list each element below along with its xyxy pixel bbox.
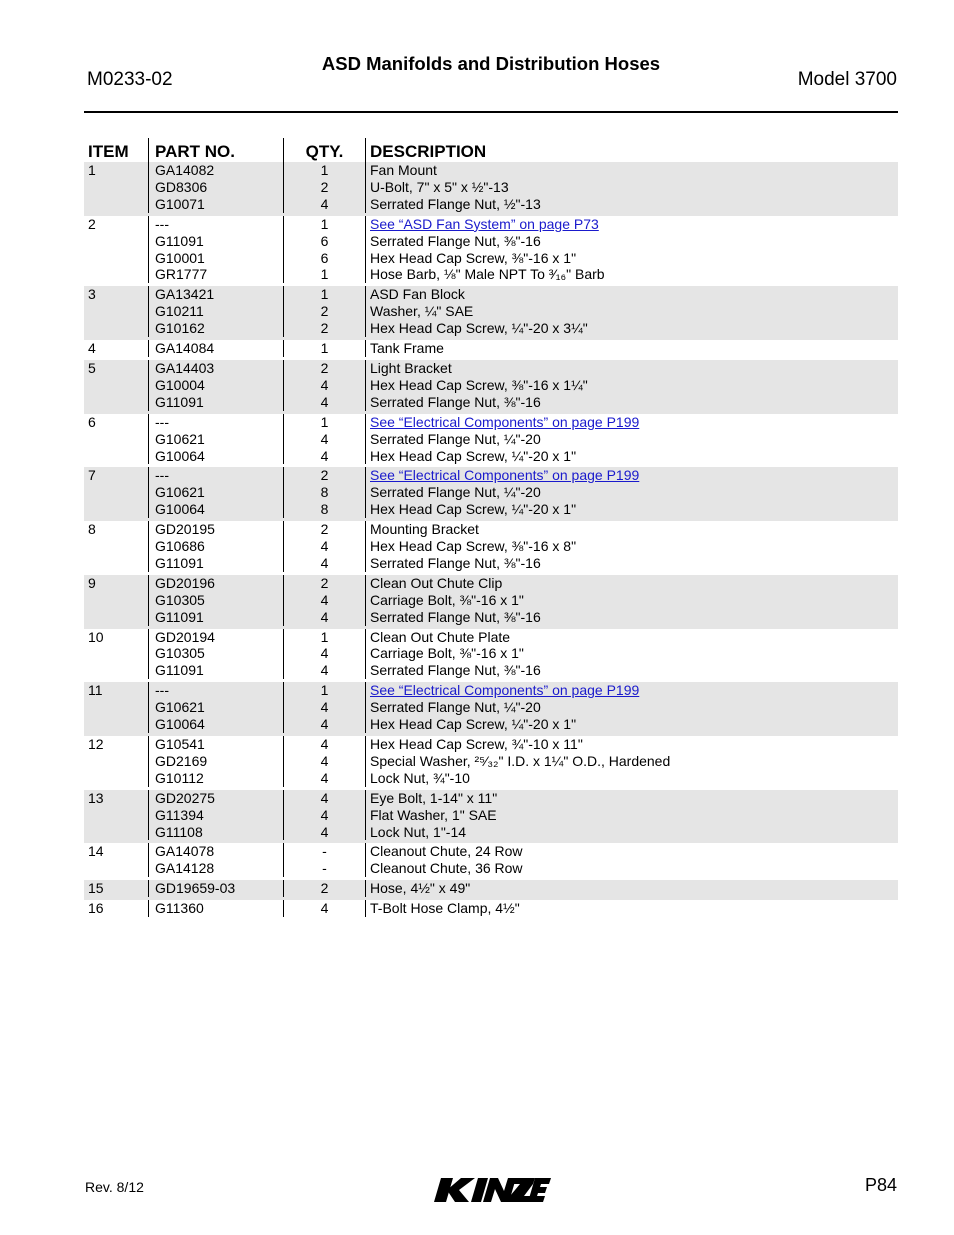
- quantity: 2: [320, 178, 329, 195]
- description: Hose, 4½" x 49": [370, 880, 471, 897]
- part-number: GA14082: [155, 162, 215, 178]
- column-header-part-no: PART NO.: [148, 138, 283, 162]
- part-number-cell: [148, 414, 283, 465]
- part-number-cell: [148, 900, 283, 917]
- part-number: GD20196: [155, 574, 215, 591]
- quantity: 4: [320, 376, 329, 393]
- quantity: 2: [320, 880, 329, 897]
- quantity-cell: [283, 790, 365, 841]
- description: Fan Mount: [370, 162, 437, 178]
- quantity: -: [322, 860, 327, 877]
- description: Serrated Flange Nut, ⅜"-16: [370, 393, 541, 410]
- quantity: 2: [320, 467, 329, 484]
- description: Lock Nut, 1"-14: [370, 823, 467, 840]
- part-number: G11091: [155, 232, 204, 249]
- description-cell: [365, 521, 898, 572]
- description-cell: [365, 162, 898, 213]
- quantity: 8: [320, 484, 329, 501]
- doc-number: M0233-02: [87, 69, 173, 90]
- quantity: 4: [320, 554, 329, 571]
- quantity: 4: [320, 699, 329, 716]
- quantity-cell: [283, 843, 365, 877]
- column-header-qty: QTY.: [283, 138, 365, 162]
- description: Light Bracket: [370, 359, 452, 376]
- part-number: GR1777: [155, 266, 208, 283]
- part-number-cell: [148, 286, 283, 337]
- part-number: G10305: [155, 591, 205, 608]
- description: Cleanout Chute, 36 Row: [370, 860, 523, 877]
- item-number: 12: [88, 736, 104, 752]
- part-number: G11108: [155, 823, 203, 840]
- item-number: 9: [88, 574, 96, 591]
- quantity: 1: [320, 286, 329, 303]
- description: Eye Bolt, 1-14" x 11": [370, 789, 498, 806]
- item-number: 4: [88, 340, 96, 357]
- quantity: 4: [320, 900, 329, 917]
- quantity: 4: [320, 538, 329, 555]
- description: Hex Head Cap Screw, ¾"-10 x 11": [370, 736, 583, 752]
- description-cell: [365, 629, 898, 680]
- item-number: 7: [88, 467, 96, 484]
- quantity: 6: [320, 232, 329, 249]
- part-number: G11360: [155, 900, 204, 917]
- table-row-group: [84, 790, 898, 844]
- quantity: -: [322, 843, 327, 860]
- description: Serrated Flange Nut, ¼"-20: [370, 699, 541, 716]
- part-number: GD19659-03: [155, 880, 236, 897]
- description-cell: [365, 790, 898, 841]
- description: Tank Frame: [370, 340, 444, 357]
- item-number: 11: [88, 682, 103, 699]
- table-row-group: [84, 216, 898, 287]
- part-number-cell: [148, 521, 283, 572]
- part-number: ---: [155, 467, 169, 484]
- part-number-cell: [148, 340, 283, 357]
- part-number: G10621: [155, 484, 205, 501]
- table-row-group: [84, 521, 898, 575]
- quantity: 1: [320, 215, 329, 232]
- description: Cleanout Chute, 24 Row: [370, 843, 523, 860]
- description: Hex Head Cap Screw, ⅜"-16 x 8": [370, 538, 577, 555]
- quantity-cell: [283, 340, 365, 357]
- quantity: 4: [320, 645, 329, 662]
- description-cell: [365, 360, 898, 411]
- part-number: G10071: [155, 195, 205, 212]
- item-number: 14: [88, 843, 104, 860]
- column-header-description: DESCRIPTION: [365, 138, 898, 162]
- part-number: G10064: [155, 447, 205, 464]
- part-number: G10211: [155, 303, 204, 320]
- quantity: 4: [320, 608, 329, 625]
- description: Clean Out Chute Plate: [370, 628, 511, 645]
- part-number: G10001: [155, 249, 205, 266]
- table-body: [84, 162, 898, 920]
- part-number: GA14128: [155, 860, 215, 877]
- item-number: 16: [88, 900, 104, 917]
- part-number: G10541: [155, 736, 205, 752]
- part-number: G10621: [155, 699, 205, 716]
- table-row-group: [84, 736, 898, 790]
- part-number-cell: [148, 575, 283, 626]
- item-number: 15: [88, 880, 104, 897]
- table-row-group: [84, 360, 898, 414]
- description: Clean Out Chute Clip: [370, 574, 503, 591]
- quantity: 2: [320, 303, 329, 320]
- item-number: 10: [88, 628, 104, 645]
- part-number: GA14078: [155, 843, 215, 860]
- part-number: G10064: [155, 501, 205, 518]
- part-number-cell: [148, 629, 283, 680]
- part-number-cell: [148, 162, 283, 213]
- quantity: 2: [320, 320, 329, 337]
- quantity: 4: [320, 447, 329, 464]
- part-number: G10305: [155, 645, 205, 662]
- part-number: GA14084: [155, 340, 215, 357]
- quantity: 4: [320, 430, 329, 447]
- description: T-Bolt Hose Clamp, 4½": [370, 900, 520, 917]
- description-cell: [365, 340, 898, 357]
- part-number: GD20275: [155, 789, 215, 806]
- cross-reference-link[interactable]: See “Electrical Components” on page P199: [370, 467, 640, 484]
- part-number: G11091: [155, 393, 204, 410]
- quantity: 4: [320, 823, 329, 840]
- table-row-group: [84, 843, 898, 880]
- item-number: 3: [88, 286, 96, 303]
- item-number: 1: [88, 162, 96, 178]
- description-cell: [365, 575, 898, 626]
- table-row-group: [84, 286, 898, 340]
- quantity-cell: [283, 216, 365, 284]
- quantity: 1: [320, 413, 329, 430]
- description-line: [370, 216, 898, 233]
- table-row-group: [84, 340, 898, 360]
- cross-reference-link[interactable]: See “Electrical Components” on page P199: [370, 682, 640, 699]
- description-cell: [365, 286, 898, 337]
- part-number: G10621: [155, 430, 205, 447]
- description: Serrated Flange Nut, ⅜"-16: [370, 232, 541, 249]
- item-number: 2: [88, 215, 96, 232]
- description-cell: [365, 880, 898, 897]
- table-row-group: [84, 467, 898, 521]
- quantity: 4: [320, 195, 329, 212]
- quantity: 1: [320, 628, 329, 645]
- description: Special Washer, ²⁵⁄₃₂" I.D. x 1¼" O.D., Hardened: [370, 752, 671, 769]
- quantity: 2: [320, 521, 329, 538]
- quantity-cell: [283, 880, 365, 897]
- description: Hex Head Cap Screw, ¼"-20 x 1": [370, 447, 577, 464]
- quantity: 4: [320, 769, 329, 786]
- part-number: G11091: [155, 608, 204, 625]
- description: Washer, ¼" SAE: [370, 303, 474, 320]
- description: Serrated Flange Nut, ⅜"-16: [370, 554, 541, 571]
- part-number: G10064: [155, 716, 205, 733]
- part-number-cell: [148, 682, 283, 733]
- part-number: G10112: [155, 769, 204, 786]
- parts-table: [84, 138, 898, 920]
- quantity-cell: [283, 286, 365, 337]
- part-number-cell: [148, 216, 283, 284]
- description: Hex Head Cap Screw, ¼"-20 x 1": [370, 716, 577, 733]
- part-number: ---: [155, 682, 169, 699]
- description: U-Bolt, 7" x 5" x ½"-13: [370, 178, 509, 195]
- description-cell: [365, 900, 898, 917]
- header-divider: [84, 111, 898, 113]
- column-header-item: ITEM: [88, 142, 129, 161]
- part-number: GA13421: [155, 286, 215, 303]
- quantity: 1: [320, 682, 329, 699]
- table-row-group: [84, 575, 898, 629]
- quantity-cell: [283, 360, 365, 411]
- page-title: ASD Manifolds and Distribution Hoses: [321, 53, 661, 74]
- table-row-group: [84, 900, 898, 920]
- part-number-cell: [148, 360, 283, 411]
- item-number: 5: [88, 359, 96, 376]
- revision-label: Rev. 8/12: [85, 1179, 144, 1195]
- quantity: 4: [320, 591, 329, 608]
- description: Hex Head Cap Screw, ⅜"-16 x 1¼": [370, 376, 588, 393]
- cross-reference-link[interactable]: See “Electrical Components” on page P199: [370, 413, 640, 430]
- quantity: 6: [320, 249, 329, 266]
- description-line: [370, 682, 898, 699]
- item-number: 6: [88, 413, 96, 430]
- quantity: 8: [320, 501, 329, 518]
- table-row-group: [84, 629, 898, 683]
- quantity: 4: [320, 736, 329, 752]
- description-line: [370, 414, 898, 431]
- description: Flat Washer, 1" SAE: [370, 806, 497, 823]
- description-cell: [365, 216, 898, 284]
- part-number: GA14403: [155, 359, 215, 376]
- quantity-cell: [283, 575, 365, 626]
- quantity: 4: [320, 806, 329, 823]
- table-row-group: [84, 682, 898, 736]
- description: Mounting Bracket: [370, 521, 479, 538]
- part-number: GD20195: [155, 521, 215, 538]
- part-number: ---: [155, 215, 169, 232]
- table-row-group: [84, 162, 898, 216]
- table-header: [84, 138, 898, 162]
- description: Hex Head Cap Screw, ⅜"-16 x 1": [370, 249, 577, 266]
- quantity: 1: [320, 266, 329, 283]
- part-number-cell: [148, 736, 283, 787]
- model-label: Model 3700: [797, 69, 897, 90]
- description-line: [370, 467, 898, 484]
- quantity: 4: [320, 752, 329, 769]
- description: Hex Head Cap Screw, ¼"-20 x 3¼": [370, 320, 588, 337]
- part-number: G11091: [155, 554, 204, 571]
- kinze-logo: [431, 1176, 551, 1204]
- quantity: 4: [320, 393, 329, 410]
- part-number: GD8306: [155, 178, 208, 195]
- part-number: GD20194: [155, 628, 215, 645]
- description-cell: [365, 414, 898, 465]
- item-number: 13: [88, 789, 104, 806]
- quantity: 2: [320, 574, 329, 591]
- part-number-cell: [148, 843, 283, 877]
- table-row-group: [84, 414, 898, 468]
- quantity-cell: [283, 682, 365, 733]
- quantity-cell: [283, 521, 365, 572]
- page-number: P84: [864, 1175, 897, 1195]
- part-number: GD2169: [155, 752, 208, 769]
- description: Hose Barb, ⅛" Male NPT To ³⁄₁₆" Barb: [370, 266, 605, 283]
- part-number-cell: [148, 467, 283, 518]
- table-row-group: [84, 880, 898, 900]
- description: Serrated Flange Nut, ½"-13: [370, 195, 541, 212]
- quantity-cell: [283, 629, 365, 680]
- description: Hex Head Cap Screw, ¼"-20 x 1": [370, 501, 577, 518]
- quantity: 4: [320, 716, 329, 733]
- description-cell: [365, 467, 898, 518]
- quantity-cell: [283, 467, 365, 518]
- quantity: 4: [320, 662, 329, 679]
- quantity-cell: [283, 162, 365, 213]
- quantity: 1: [320, 340, 329, 357]
- description: Serrated Flange Nut, ⅜"-16: [370, 608, 541, 625]
- quantity: 1: [320, 162, 329, 178]
- description: Serrated Flange Nut, ¼"-20: [370, 484, 541, 501]
- part-number: G11091: [155, 662, 204, 679]
- quantity-cell: [283, 900, 365, 917]
- quantity-cell: [283, 414, 365, 465]
- part-number-cell: [148, 880, 283, 897]
- part-number: G10686: [155, 538, 205, 555]
- part-number: G10162: [155, 320, 205, 337]
- part-number: ---: [155, 413, 169, 430]
- description: Carriage Bolt, ⅜"-16 x 1": [370, 645, 524, 662]
- quantity: 2: [320, 359, 329, 376]
- description: Serrated Flange Nut, ¼"-20: [370, 430, 541, 447]
- cross-reference-link[interactable]: See “ASD Fan System” on page P73: [370, 215, 599, 232]
- description: ASD Fan Block: [370, 286, 465, 303]
- description-cell: [365, 682, 898, 733]
- quantity-cell: [283, 736, 365, 787]
- description: Serrated Flange Nut, ⅜"-16: [370, 662, 541, 679]
- quantity: 4: [320, 789, 329, 806]
- part-number: G11394: [155, 806, 204, 823]
- part-number-cell: [148, 790, 283, 841]
- description-cell: [365, 736, 898, 787]
- description: Carriage Bolt, ⅜"-16 x 1": [370, 591, 524, 608]
- part-number: G10004: [155, 376, 205, 393]
- description: Lock Nut, ¾"-10: [370, 769, 470, 786]
- item-number: 8: [88, 521, 96, 538]
- description-cell: [365, 843, 898, 877]
